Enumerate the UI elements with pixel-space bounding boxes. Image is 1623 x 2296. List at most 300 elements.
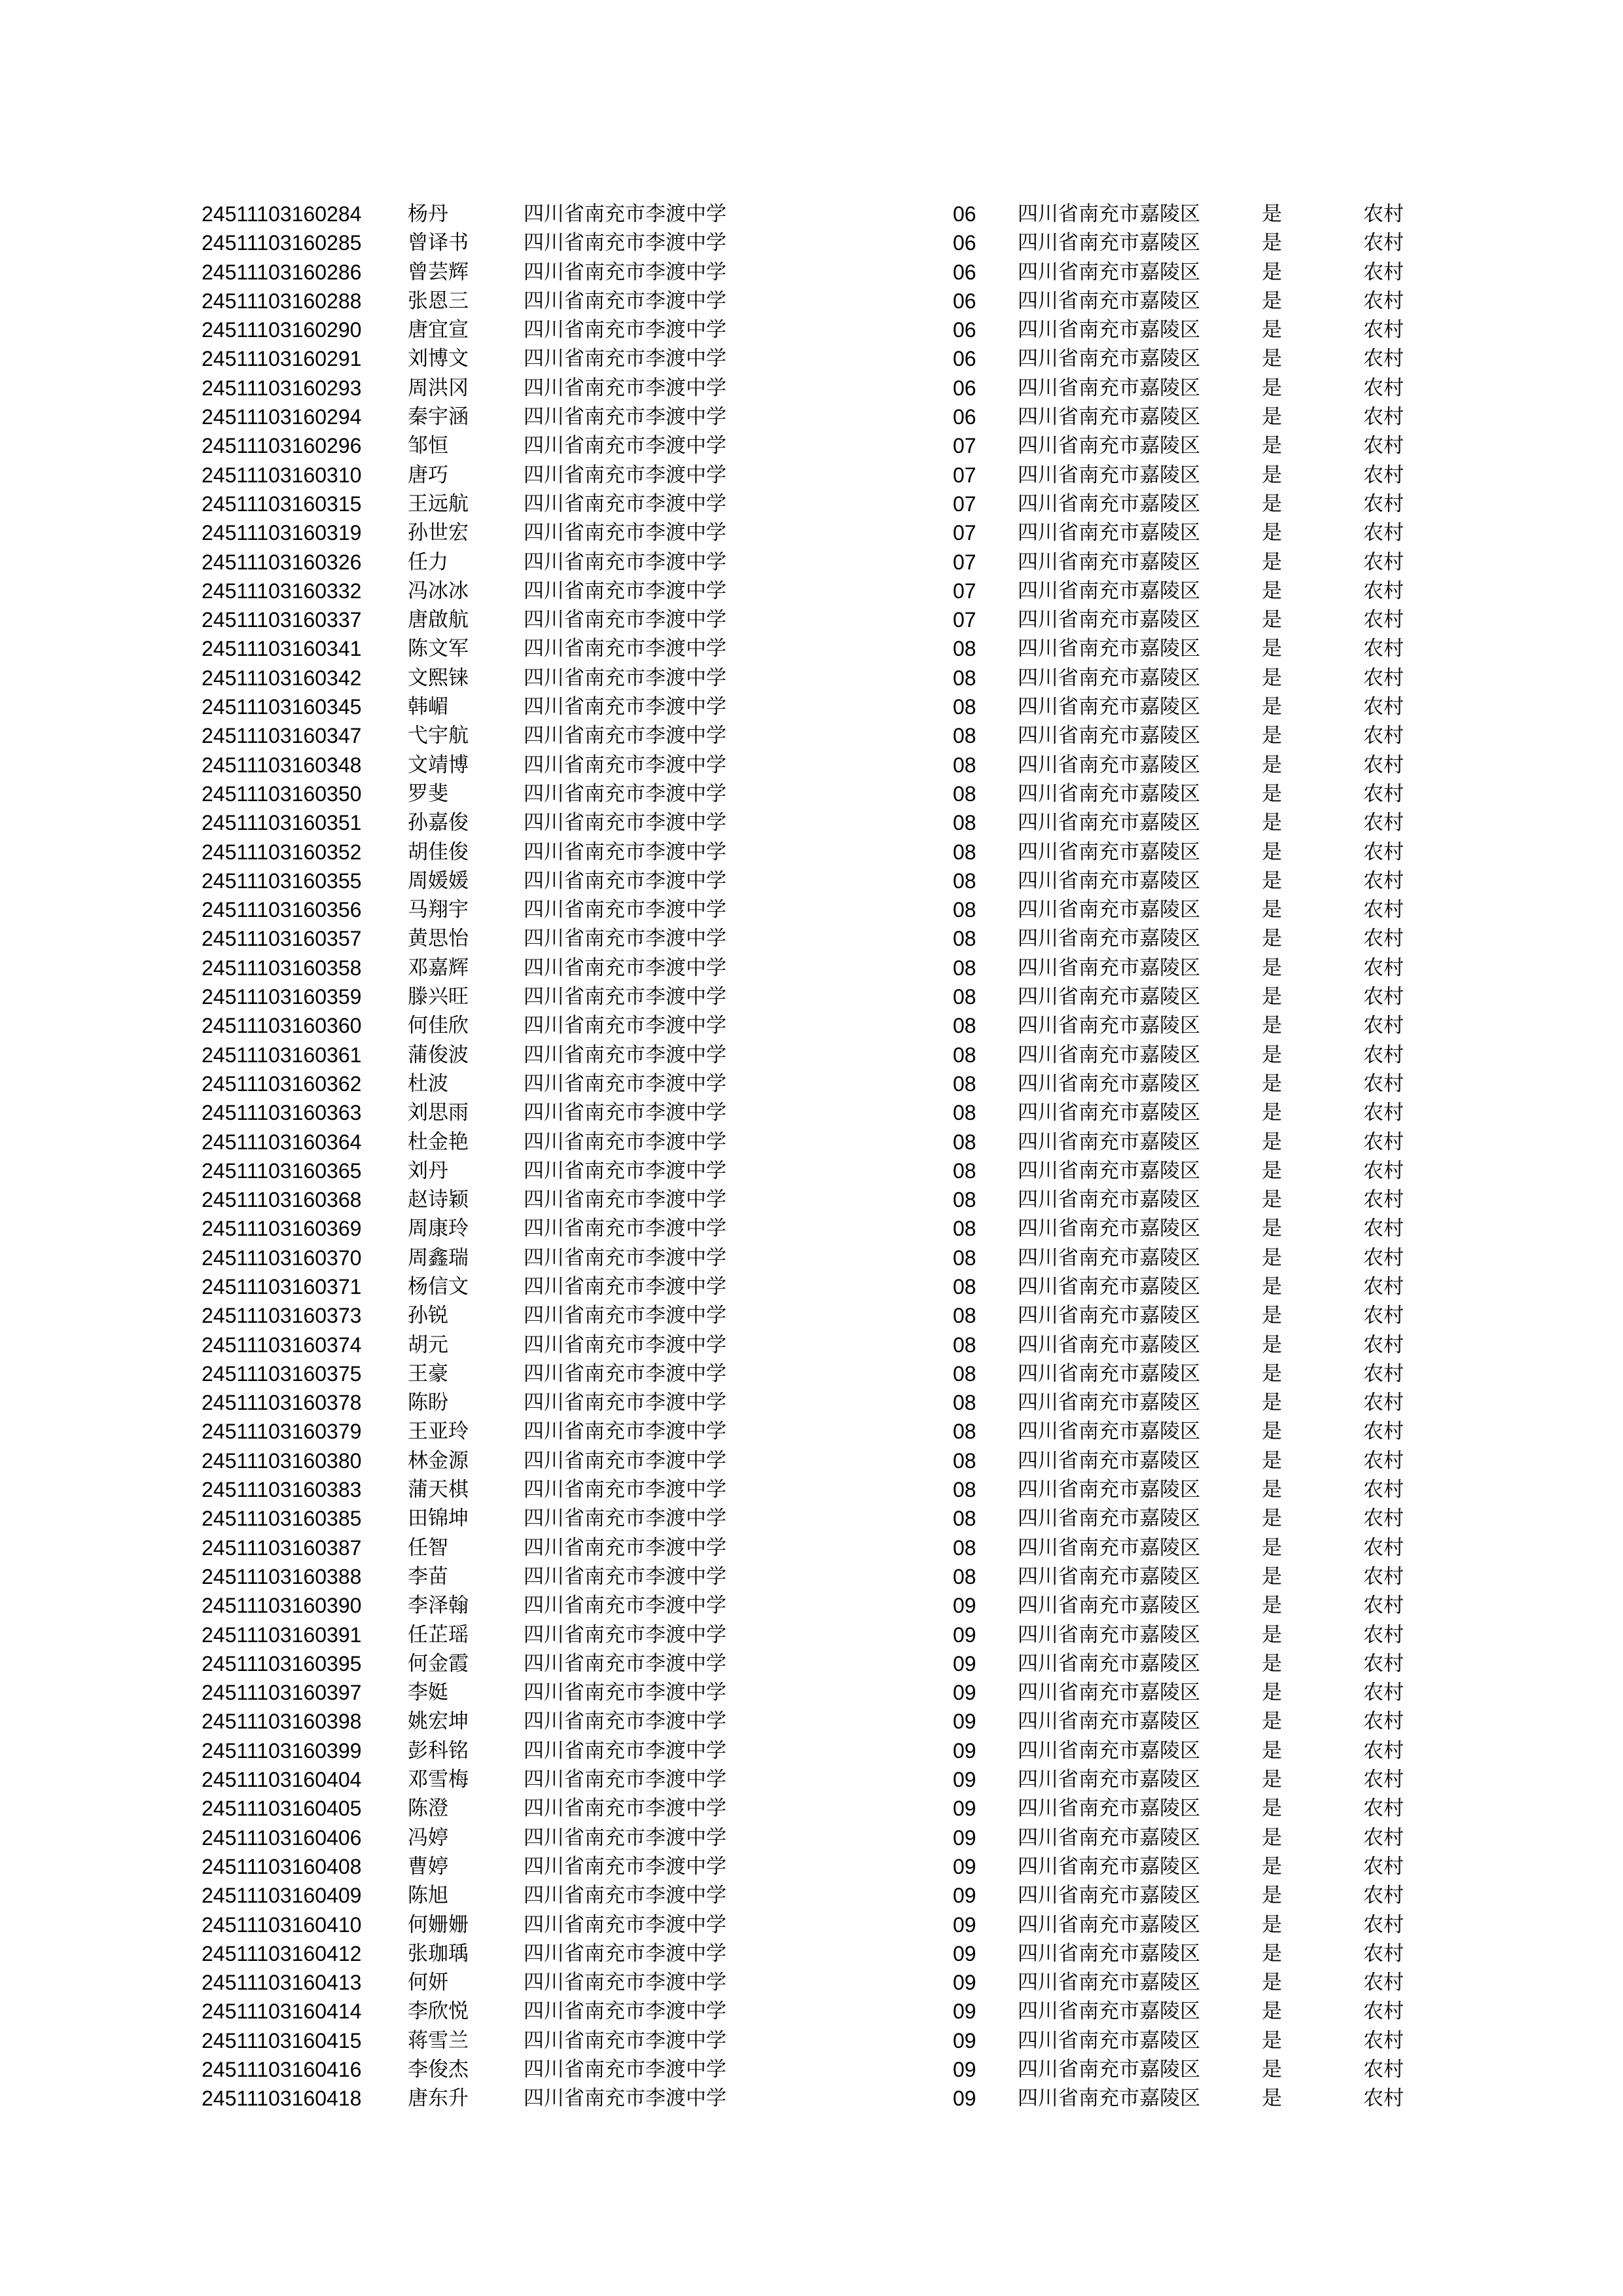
student-id: 24511103160413	[202, 1971, 362, 1995]
student-id: 24511103160410	[202, 1912, 362, 1937]
eligibility-flag: 是	[1262, 1941, 1282, 1965]
school-name: 四川省南充市李渡中学	[524, 1507, 726, 1531]
class-number: 09	[953, 1825, 976, 1850]
student-id: 24511103160388	[202, 1564, 362, 1588]
table-row	[0, 1098, 1623, 1127]
eligibility-flag: 是	[1262, 318, 1282, 342]
school-name: 四川省南充市李渡中学	[524, 202, 726, 226]
student-id: 24511103160284	[202, 202, 362, 226]
region-name: 四川省南充市嘉陵区	[1018, 434, 1200, 458]
student-name: 曾译书	[408, 231, 469, 255]
school-name: 四川省南充市李渡中学	[524, 1188, 726, 1212]
region-name: 四川省南充市嘉陵区	[1018, 1158, 1200, 1183]
region-name: 四川省南充市嘉陵区	[1018, 1391, 1200, 1415]
table-row	[0, 1621, 1623, 1649]
student-id: 24511103160285	[202, 231, 362, 255]
student-id: 24511103160379	[202, 1420, 362, 1444]
student-name: 蒲天棋	[408, 1478, 469, 1502]
class-number: 06	[953, 376, 976, 400]
class-number: 08	[953, 1274, 976, 1299]
eligibility-flag: 是	[1262, 1738, 1282, 1763]
eligibility-flag: 是	[1262, 985, 1282, 1009]
student-id: 24511103160362	[202, 1071, 362, 1096]
class-number: 09	[953, 1738, 976, 1763]
school-name: 四川省南充市李渡中学	[524, 492, 726, 516]
area-type: 农村	[1363, 2000, 1404, 2024]
region-name: 四川省南充市嘉陵区	[1018, 608, 1200, 632]
class-number: 09	[953, 1710, 976, 1734]
student-id: 24511103160351	[202, 811, 362, 835]
student-name: 李俊杰	[408, 2058, 469, 2081]
student-name: 李欣悦	[408, 2000, 469, 2024]
region-name: 四川省南充市嘉陵区	[1018, 492, 1200, 516]
region-name: 四川省南充市嘉陵区	[1018, 347, 1200, 371]
table-row	[0, 808, 1623, 837]
eligibility-flag: 是	[1262, 1304, 1282, 1328]
area-type: 农村	[1363, 579, 1404, 603]
table-row	[0, 1678, 1623, 1707]
table-row	[0, 634, 1623, 663]
class-number: 08	[953, 1043, 976, 1067]
class-number: 07	[953, 492, 976, 516]
student-id: 24511103160364	[202, 1130, 362, 1154]
area-type: 农村	[1363, 811, 1404, 835]
class-number: 09	[953, 1768, 976, 1792]
area-type: 农村	[1363, 1884, 1404, 1908]
class-number: 08	[953, 753, 976, 777]
table-row	[0, 1968, 1623, 1997]
student-name: 姚宏坤	[408, 1710, 469, 1734]
table-row	[0, 1475, 1623, 1504]
school-name: 四川省南充市李渡中学	[524, 1274, 726, 1299]
student-name: 邓嘉辉	[408, 956, 469, 980]
table-row	[0, 1852, 1623, 1881]
school-name: 四川省南充市李渡中学	[524, 1448, 726, 1473]
table-row	[0, 577, 1623, 605]
class-number: 08	[953, 927, 976, 951]
region-name: 四川省南充市嘉陵区	[1018, 1651, 1200, 1676]
class-number: 08	[953, 1361, 976, 1386]
table-row	[0, 1128, 1623, 1157]
class-number: 08	[953, 1101, 976, 1125]
school-name: 四川省南充市李渡中学	[524, 695, 726, 719]
table-row	[0, 518, 1623, 547]
class-number: 08	[953, 637, 976, 661]
school-name: 四川省南充市李渡中学	[524, 463, 726, 487]
table-row	[0, 721, 1623, 750]
table-row	[0, 2084, 1623, 2113]
area-type: 农村	[1363, 1941, 1404, 1965]
table-row	[0, 1359, 1623, 1388]
student-name: 任智	[408, 1535, 448, 1560]
eligibility-flag: 是	[1262, 1564, 1282, 1588]
class-number: 08	[953, 1564, 976, 1588]
table-row	[0, 1244, 1623, 1272]
table-row	[0, 315, 1623, 344]
student-id: 24511103160347	[202, 724, 362, 748]
region-name: 四川省南充市嘉陵区	[1018, 376, 1200, 400]
table-row	[0, 2055, 1623, 2084]
class-number: 08	[953, 1014, 976, 1038]
region-name: 四川省南充市嘉陵区	[1018, 637, 1200, 661]
student-name: 田锦坤	[408, 1507, 469, 1531]
eligibility-flag: 是	[1262, 840, 1282, 864]
student-name: 李苗	[408, 1564, 448, 1588]
region-name: 四川省南充市嘉陵区	[1018, 956, 1200, 980]
region-name: 四川省南充市嘉陵区	[1018, 1333, 1200, 1357]
student-id: 24511103160397	[202, 1681, 362, 1705]
eligibility-flag: 是	[1262, 753, 1282, 777]
region-name: 四川省南充市嘉陵区	[1018, 1448, 1200, 1473]
student-name: 刘思雨	[408, 1101, 469, 1125]
region-name: 四川省南充市嘉陵区	[1018, 202, 1200, 226]
student-name: 何金霞	[408, 1651, 469, 1676]
area-type: 农村	[1363, 1043, 1404, 1067]
region-name: 四川省南充市嘉陵区	[1018, 927, 1200, 951]
table-row	[0, 692, 1623, 721]
area-type: 农村	[1363, 1564, 1404, 1588]
eligibility-flag: 是	[1262, 608, 1282, 632]
student-id: 24511103160332	[202, 579, 362, 603]
region-name: 四川省南充市嘉陵区	[1018, 985, 1200, 1009]
eligibility-flag: 是	[1262, 1101, 1282, 1125]
student-id: 24511103160294	[202, 405, 362, 429]
area-type: 农村	[1363, 898, 1404, 922]
class-number: 07	[953, 579, 976, 603]
region-name: 四川省南充市嘉陵区	[1018, 2058, 1200, 2081]
class-number: 09	[953, 1912, 976, 1937]
class-number: 07	[953, 521, 976, 545]
table-row	[0, 1214, 1623, 1243]
school-name: 四川省南充市李渡中学	[524, 1535, 726, 1560]
school-name: 四川省南充市李渡中学	[524, 1912, 726, 1937]
school-name: 四川省南充市李渡中学	[524, 1564, 726, 1588]
class-number: 09	[953, 1884, 976, 1908]
region-name: 四川省南充市嘉陵区	[1018, 1797, 1200, 1821]
area-type: 农村	[1363, 1391, 1404, 1415]
student-id: 24511103160414	[202, 2000, 362, 2024]
eligibility-flag: 是	[1262, 1535, 1282, 1560]
school-name: 四川省南充市李渡中学	[524, 927, 726, 951]
school-name: 四川省南充市李渡中学	[524, 1158, 726, 1183]
region-name: 四川省南充市嘉陵区	[1018, 1274, 1200, 1299]
table-row	[0, 258, 1623, 287]
eligibility-flag: 是	[1262, 1971, 1282, 1995]
table-row	[0, 1041, 1623, 1069]
school-name: 四川省南充市李渡中学	[524, 1217, 726, 1241]
student-name: 蒲俊波	[408, 1043, 469, 1067]
table-row	[0, 1504, 1623, 1533]
school-name: 四川省南充市李渡中学	[524, 405, 726, 429]
student-name: 周洪冈	[408, 376, 469, 400]
school-name: 四川省南充市李渡中学	[524, 1594, 726, 1618]
area-type: 农村	[1363, 985, 1404, 1009]
class-number: 07	[953, 550, 976, 574]
area-type: 农村	[1363, 550, 1404, 574]
school-name: 四川省南充市李渡中学	[524, 1738, 726, 1763]
student-name: 林金源	[408, 1448, 469, 1473]
table-row	[0, 1562, 1623, 1591]
area-type: 农村	[1363, 1710, 1404, 1734]
student-id: 24511103160398	[202, 1710, 362, 1734]
area-type: 农村	[1363, 1681, 1404, 1705]
school-name: 四川省南充市李渡中学	[524, 376, 726, 400]
student-id: 24511103160348	[202, 753, 362, 777]
school-name: 四川省南充市李渡中学	[524, 2087, 726, 2111]
class-number: 08	[953, 724, 976, 748]
school-name: 四川省南充市李渡中学	[524, 724, 726, 748]
area-type: 农村	[1363, 695, 1404, 719]
student-name: 曾芸辉	[408, 260, 469, 284]
region-name: 四川省南充市嘉陵区	[1018, 1130, 1200, 1154]
student-name: 张恩三	[408, 289, 469, 313]
table-row	[0, 838, 1623, 867]
student-id: 24511103160373	[202, 1304, 362, 1328]
area-type: 农村	[1363, 1158, 1404, 1183]
class-number: 08	[953, 666, 976, 690]
table-row	[0, 1649, 1623, 1678]
student-id: 24511103160368	[202, 1188, 362, 1212]
area-type: 农村	[1363, 1246, 1404, 1270]
area-type: 农村	[1363, 1014, 1404, 1038]
student-id: 24511103160365	[202, 1158, 362, 1183]
school-name: 四川省南充市李渡中学	[524, 1101, 726, 1125]
table-row	[0, 954, 1623, 982]
area-type: 农村	[1363, 1594, 1404, 1618]
region-name: 四川省南充市嘉陵区	[1018, 695, 1200, 719]
school-name: 四川省南充市李渡中学	[524, 1651, 726, 1676]
region-name: 四川省南充市嘉陵区	[1018, 840, 1200, 864]
student-name: 周康玲	[408, 1217, 469, 1241]
student-list-table	[0, 200, 1623, 2113]
region-name: 四川省南充市嘉陵区	[1018, 781, 1200, 806]
school-name: 四川省南充市李渡中学	[524, 1333, 726, 1357]
eligibility-flag: 是	[1262, 1420, 1282, 1444]
table-row	[0, 751, 1623, 780]
class-number: 09	[953, 2000, 976, 2024]
class-number: 09	[953, 1854, 976, 1878]
class-number: 08	[953, 840, 976, 864]
class-number: 08	[953, 1246, 976, 1270]
area-type: 农村	[1363, 1071, 1404, 1096]
school-name: 四川省南充市李渡中学	[524, 289, 726, 313]
student-name: 陈澄	[408, 1797, 448, 1821]
student-name: 蒋雪兰	[408, 2028, 469, 2053]
student-name: 胡佳俊	[408, 840, 469, 864]
student-id: 24511103160378	[202, 1391, 362, 1415]
region-name: 四川省南充市嘉陵区	[1018, 1941, 1200, 1965]
student-id: 24511103160352	[202, 840, 362, 864]
eligibility-flag: 是	[1262, 289, 1282, 313]
table-row	[0, 1534, 1623, 1562]
eligibility-flag: 是	[1262, 1361, 1282, 1386]
student-id: 24511103160383	[202, 1478, 362, 1502]
class-number: 08	[953, 1304, 976, 1328]
area-type: 农村	[1363, 492, 1404, 516]
class-number: 09	[953, 2028, 976, 2053]
student-id: 24511103160326	[202, 550, 362, 574]
student-id: 24511103160363	[202, 1101, 362, 1125]
school-name: 四川省南充市李渡中学	[524, 956, 726, 980]
eligibility-flag: 是	[1262, 666, 1282, 690]
eligibility-flag: 是	[1262, 1797, 1282, 1821]
region-name: 四川省南充市嘉陵区	[1018, 289, 1200, 313]
region-name: 四川省南充市嘉陵区	[1018, 724, 1200, 748]
student-name: 孙嘉俊	[408, 811, 469, 835]
student-name: 唐东升	[408, 2087, 469, 2111]
eligibility-flag: 是	[1262, 1854, 1282, 1878]
table-row	[0, 780, 1623, 808]
student-id: 24511103160395	[202, 1651, 362, 1676]
student-name: 张珈瑀	[408, 1941, 469, 1965]
school-name: 四川省南充市李渡中学	[524, 1825, 726, 1850]
eligibility-flag: 是	[1262, 1825, 1282, 1850]
table-row	[0, 1823, 1623, 1852]
school-name: 四川省南充市李渡中学	[524, 2058, 726, 2081]
eligibility-flag: 是	[1262, 579, 1282, 603]
student-name: 李娗	[408, 1681, 448, 1705]
region-name: 四川省南充市嘉陵区	[1018, 1912, 1200, 1937]
student-name: 孙锐	[408, 1304, 448, 1328]
table-row	[0, 605, 1623, 634]
class-number: 06	[953, 318, 976, 342]
table-row	[0, 1736, 1623, 1765]
class-number: 07	[953, 608, 976, 632]
area-type: 农村	[1363, 1420, 1404, 1444]
school-name: 四川省南充市李渡中学	[524, 1710, 726, 1734]
region-name: 四川省南充市嘉陵区	[1018, 1681, 1200, 1705]
eligibility-flag: 是	[1262, 927, 1282, 951]
student-name: 陈旭	[408, 1884, 448, 1908]
table-row	[0, 403, 1623, 431]
table-row	[0, 664, 1623, 692]
region-name: 四川省南充市嘉陵区	[1018, 1043, 1200, 1067]
area-type: 农村	[1363, 1448, 1404, 1473]
area-type: 农村	[1363, 1651, 1404, 1676]
region-name: 四川省南充市嘉陵区	[1018, 1535, 1200, 1560]
eligibility-flag: 是	[1262, 1623, 1282, 1647]
class-number: 09	[953, 1797, 976, 1821]
area-type: 农村	[1363, 1274, 1404, 1299]
region-name: 四川省南充市嘉陵区	[1018, 1217, 1200, 1241]
school-name: 四川省南充市李渡中学	[524, 1768, 726, 1792]
school-name: 四川省南充市李渡中学	[524, 550, 726, 574]
eligibility-flag: 是	[1262, 781, 1282, 806]
eligibility-flag: 是	[1262, 1478, 1282, 1502]
student-id: 24511103160370	[202, 1246, 362, 1270]
student-id: 24511103160405	[202, 1797, 362, 1821]
table-row	[0, 867, 1623, 895]
eligibility-flag: 是	[1262, 2058, 1282, 2081]
table-row	[0, 924, 1623, 953]
class-number: 06	[953, 202, 976, 226]
student-name: 何妍	[408, 1971, 448, 1995]
school-name: 四川省南充市李渡中学	[524, 521, 726, 545]
class-number: 09	[953, 2058, 976, 2081]
eligibility-flag: 是	[1262, 1391, 1282, 1415]
area-type: 农村	[1363, 869, 1404, 893]
area-type: 农村	[1363, 463, 1404, 487]
student-id: 24511103160371	[202, 1274, 362, 1299]
table-row	[0, 2026, 1623, 2055]
table-row	[0, 1301, 1623, 1330]
student-name: 周鑫瑞	[408, 1246, 469, 1270]
class-number: 08	[953, 1071, 976, 1096]
school-name: 四川省南充市李渡中学	[524, 260, 726, 284]
class-number: 08	[953, 1158, 976, 1183]
area-type: 农村	[1363, 202, 1404, 226]
student-id: 24511103160374	[202, 1333, 362, 1357]
table-row	[0, 1388, 1623, 1417]
area-type: 农村	[1363, 405, 1404, 429]
school-name: 四川省南充市李渡中学	[524, 1420, 726, 1444]
student-name: 王远航	[408, 492, 469, 516]
student-id: 24511103160290	[202, 318, 362, 342]
area-type: 农村	[1363, 1768, 1404, 1792]
region-name: 四川省南充市嘉陵区	[1018, 1014, 1200, 1038]
student-id: 24511103160360	[202, 1014, 362, 1038]
region-name: 四川省南充市嘉陵区	[1018, 2028, 1200, 2053]
school-name: 四川省南充市李渡中学	[524, 1071, 726, 1096]
area-type: 农村	[1363, 318, 1404, 342]
area-type: 农村	[1363, 289, 1404, 313]
eligibility-flag: 是	[1262, 2087, 1282, 2111]
class-number: 09	[953, 1971, 976, 1995]
area-type: 农村	[1363, 1825, 1404, 1850]
region-name: 四川省南充市嘉陵区	[1018, 753, 1200, 777]
eligibility-flag: 是	[1262, 405, 1282, 429]
eligibility-flag: 是	[1262, 724, 1282, 748]
table-row	[0, 1997, 1623, 2026]
student-name: 黄思怡	[408, 927, 469, 951]
student-id: 24511103160391	[202, 1623, 362, 1647]
student-name: 冯婷	[408, 1825, 448, 1850]
student-name: 何姗姗	[408, 1912, 469, 1937]
region-name: 四川省南充市嘉陵区	[1018, 869, 1200, 893]
school-name: 四川省南充市李渡中学	[524, 1797, 726, 1821]
student-id: 24511103160345	[202, 695, 362, 719]
area-type: 农村	[1363, 1188, 1404, 1212]
region-name: 四川省南充市嘉陵区	[1018, 231, 1200, 255]
region-name: 四川省南充市嘉陵区	[1018, 463, 1200, 487]
table-row	[0, 461, 1623, 490]
class-number: 07	[953, 434, 976, 458]
eligibility-flag: 是	[1262, 695, 1282, 719]
student-id: 24511103160342	[202, 666, 362, 690]
eligibility-flag: 是	[1262, 1710, 1282, 1734]
school-name: 四川省南充市李渡中学	[524, 1391, 726, 1415]
school-name: 四川省南充市李渡中学	[524, 1623, 726, 1647]
region-name: 四川省南充市嘉陵区	[1018, 521, 1200, 545]
area-type: 农村	[1363, 1130, 1404, 1154]
area-type: 农村	[1363, 1623, 1404, 1647]
eligibility-flag: 是	[1262, 1448, 1282, 1473]
student-id: 24511103160355	[202, 869, 362, 893]
class-number: 09	[953, 2087, 976, 2111]
student-id: 24511103160418	[202, 2087, 362, 2111]
table-row	[0, 1939, 1623, 1968]
class-number: 08	[953, 811, 976, 835]
eligibility-flag: 是	[1262, 869, 1282, 893]
school-name: 四川省南充市李渡中学	[524, 898, 726, 922]
area-type: 农村	[1363, 2087, 1404, 2111]
student-name: 赵诗颖	[408, 1188, 469, 1212]
area-type: 农村	[1363, 1478, 1404, 1502]
student-name: 唐啟航	[408, 608, 469, 632]
student-name: 彭科铭	[408, 1738, 469, 1763]
region-name: 四川省南充市嘉陵区	[1018, 1738, 1200, 1763]
area-type: 农村	[1363, 1912, 1404, 1937]
